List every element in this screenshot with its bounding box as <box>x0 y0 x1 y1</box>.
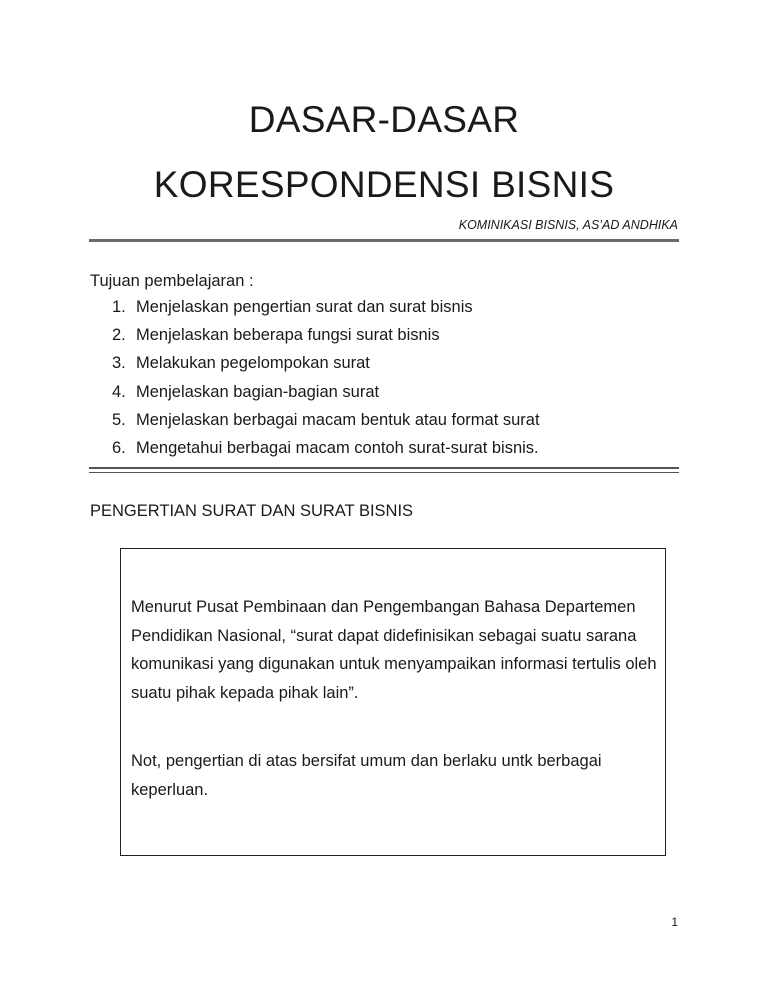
list-item-number: 1. <box>112 298 126 316</box>
list-item-text: Melakukan pegelompokan surat <box>136 354 370 373</box>
list-item-number: 4. <box>112 382 126 401</box>
definition-box <box>120 548 666 856</box>
objectives-heading: Tujuan pembelajaran : <box>90 272 254 290</box>
section-heading: PENGERTIAN SURAT DAN SURAT BISNIS <box>90 502 414 520</box>
page-number: 1 <box>671 915 678 929</box>
list-item-number: 2. <box>112 326 126 345</box>
objectives-divider <box>89 467 679 473</box>
list-item-text: Menjelaskan berbagai macam bentuk atau format surat <box>136 410 540 429</box>
list-item-number: 3. <box>112 354 126 373</box>
definition-paragraph: Menurut Pusat Pembinaan dan Pengembangan Bahasa Departemen Pendidikan Nasional, “surat dapat didefinisikan sebagai suatu sarana komunikasi yang digunakan untuk menyampaikan informasi tertulis oleh suatu pihak kepada pihak lain”. <box>131 598 657 702</box>
list-item-text: Menjelaskan bagian-bagian surat <box>136 382 380 401</box>
list-item-number: 5. <box>112 410 126 429</box>
list-item-text: Menjelaskan beberapa fungsi surat bisnis <box>136 326 440 345</box>
title-divider <box>89 239 679 242</box>
list-item-text: Menjelaskan pengertian surat dan surat bisnis <box>136 298 473 316</box>
author-line: KOMINIKASI BISNIS, AS’AD ANDHIKA <box>458 218 678 232</box>
document-title-line-1: DASAR-DASAR <box>248 99 520 140</box>
list-item-number: 6. <box>112 438 126 457</box>
note-paragraph: Not, pengertian di atas bersifat umum dan berlaku untk berbagai keperluan. <box>131 752 602 799</box>
list-item-text: Mengetahui berbagai macam contoh surat-surat bisnis. <box>136 438 539 457</box>
document-title-line-2: KORESPONDENSI BISNIS <box>153 164 615 205</box>
